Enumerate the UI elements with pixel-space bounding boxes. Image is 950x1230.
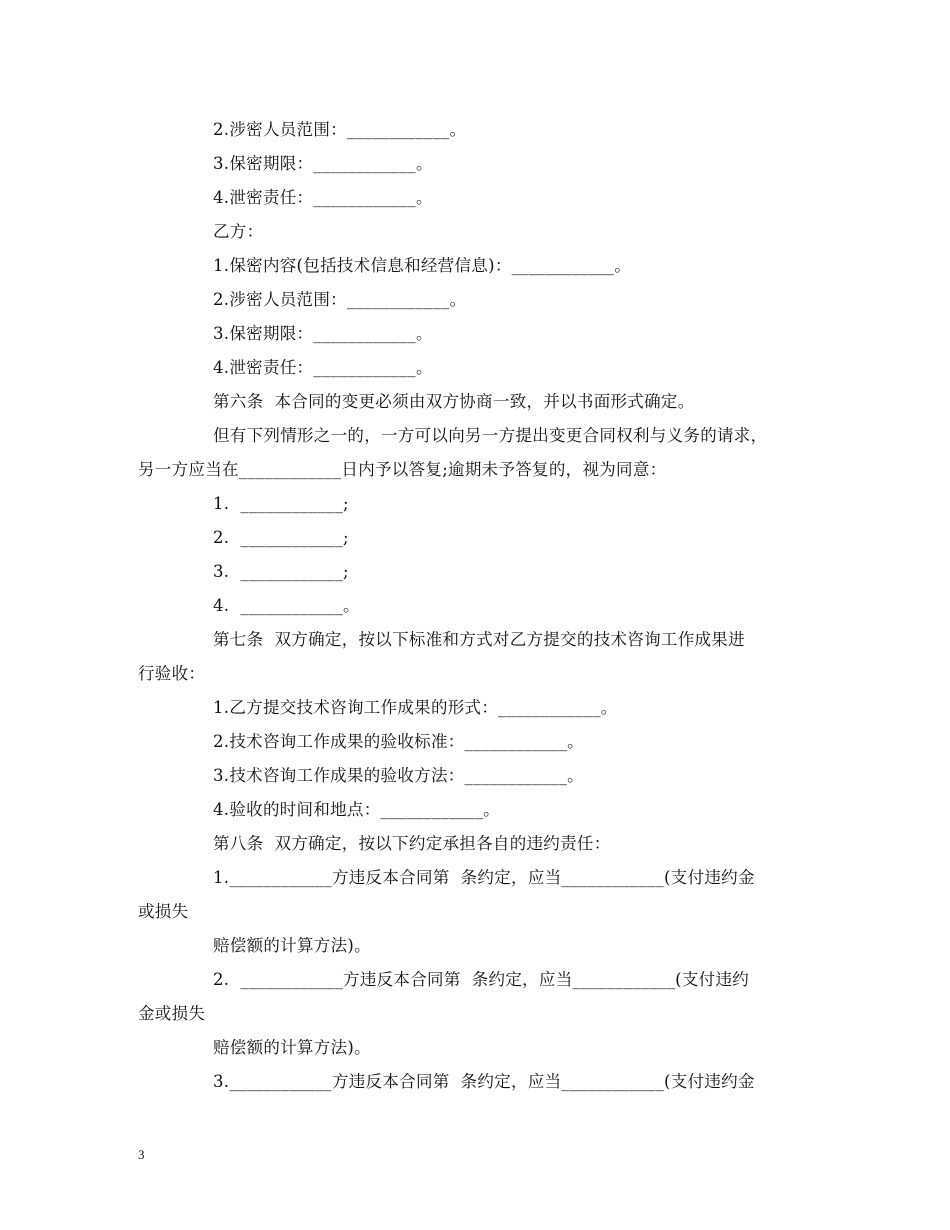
change-item-3: 3. ____________; xyxy=(213,562,349,581)
breach-item-2-line-1: 2. ____________方违反本合同第 条约定，应当____________(支付违约 xyxy=(213,970,750,989)
confidential-personnel-scope-line-party-a: 2.涉密人员范围：____________。 xyxy=(213,120,467,139)
article-six-paragraph-line-1: 但有下列情形之一的，一方可以向另一方提出变更合同权利与义务的请求， xyxy=(213,426,768,445)
change-item-4: 4. ____________。 xyxy=(213,596,360,615)
article-six-heading: 第六条 本合同的变更必须由双方协商一致，并以书面形式确定。 xyxy=(213,392,695,411)
leak-liability-line-party-a: 4.泄密责任：____________。 xyxy=(213,188,433,207)
confidentiality-period-line-party-a: 3.保密期限：____________。 xyxy=(213,154,433,173)
article-seven-paragraph-line-2: 行验收： xyxy=(138,664,206,683)
article-six-paragraph-line-2: 另一方应当在____________日内予以答复;逾期未予答复的，视为同意： xyxy=(138,460,667,479)
acceptance-item-2: 2.技术咨询工作成果的验收标准：____________。 xyxy=(213,732,584,751)
acceptance-item-1: 1.乙方提交技术咨询工作成果的形式：____________。 xyxy=(213,698,618,717)
change-item-2: 2. ____________; xyxy=(213,528,349,547)
acceptance-item-3: 3.技术咨询工作成果的验收方法：____________。 xyxy=(213,766,584,785)
acceptance-item-4: 4.验收的时间和地点：____________。 xyxy=(213,800,500,819)
page-number: 3 xyxy=(138,1147,145,1162)
leak-liability-line-party-b: 4.泄密责任：____________。 xyxy=(213,358,433,377)
breach-item-1-line-3: 赔偿额的计算方法)。 xyxy=(213,936,371,955)
breach-item-2-line-2: 金或损失 xyxy=(138,1004,206,1023)
breach-item-1-line-1: 1.____________方违反本合同第 条约定，应当____________(支付违约金 xyxy=(213,868,755,887)
confidential-content-line-party-b: 1.保密内容(包括技术信息和经营信息)：____________。 xyxy=(213,256,632,275)
party-b-heading: 乙方： xyxy=(213,222,264,241)
breach-item-3-line-1: 3.____________方违反本合同第 条约定，应当____________(支付违约金 xyxy=(213,1072,755,1091)
breach-item-1-line-2: 或损失 xyxy=(138,902,189,921)
breach-item-2-line-3: 赔偿额的计算方法)。 xyxy=(213,1038,371,1057)
confidential-personnel-scope-line-party-b: 2.涉密人员范围：____________。 xyxy=(213,290,467,309)
confidentiality-period-line-party-b: 3.保密期限：____________。 xyxy=(213,324,433,343)
article-seven-paragraph-line-1: 第七条 双方确定，按以下标准和方式对乙方提交的技术咨询工作成果进 xyxy=(213,630,745,649)
change-item-1: 1. ____________; xyxy=(213,494,349,513)
article-eight-heading: 第八条 双方确定，按以下约定承担各自的违约责任： xyxy=(213,834,611,853)
